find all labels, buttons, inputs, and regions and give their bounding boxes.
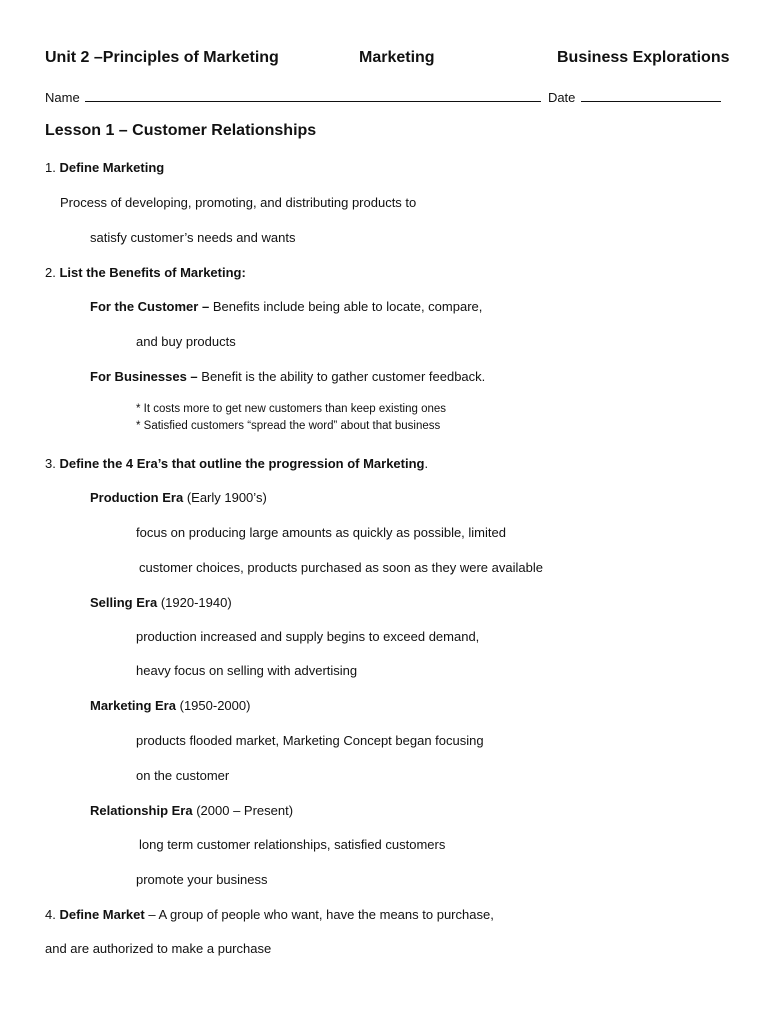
question-2-heading — [45, 265, 246, 280]
era-description-line2: heavy focus on selling with advertising — [136, 663, 358, 678]
era-heading — [90, 595, 232, 610]
business-label: For Businesses – — [90, 369, 198, 384]
name-row — [45, 88, 721, 105]
business-text: Benefit is the ability to gather customer feedback. — [201, 369, 486, 384]
era-dates: (1920-1940) — [160, 595, 232, 610]
era-description-line1: focus on producing large amounts as quickly as possible, limited — [136, 525, 506, 540]
question-3-number: 3. — [45, 456, 56, 471]
question-1-title: Define Marketing — [59, 160, 165, 175]
question-4-heading — [45, 907, 494, 922]
era-name: Selling Era — [90, 595, 158, 610]
question-4-number: 4. — [45, 907, 56, 922]
question-4-title: Define Market — [59, 907, 145, 922]
question-3-title-end: . — [424, 456, 429, 471]
era-description-line2: promote your business — [136, 872, 268, 887]
unit-title: Unit 2 –Principles of Marketing — [45, 49, 279, 66]
era-name: Marketing Era — [90, 698, 176, 713]
era-heading — [90, 490, 267, 505]
question-1-number: 1. — [45, 160, 56, 175]
era-heading — [90, 803, 293, 818]
question-2-number: 2. — [45, 265, 56, 280]
question-3-heading — [45, 456, 428, 471]
era-description-line2: customer choices, products purchased as soon as they were available — [139, 560, 543, 575]
date-field[interactable] — [581, 88, 721, 102]
customer-text-line2: and buy products — [136, 334, 236, 349]
question-4-text-line2: and are authorized to make a purchase — [45, 941, 272, 956]
program-title: Business Explorations — [557, 49, 730, 66]
era-description-line2: on the customer — [136, 768, 230, 783]
question-4-text: – A group of people who want, have the means to purchase, — [148, 907, 494, 922]
business-note-1: * It costs more to get new customers than keep existing ones — [136, 403, 447, 415]
business-note-2: * Satisfied customers “spread the word” about that business — [136, 420, 441, 432]
era-description-line1: production increased and supply begins to exceed demand, — [136, 629, 480, 644]
era-name: Production Era — [90, 490, 184, 505]
era-dates: (2000 – Present) — [196, 803, 294, 818]
course-title: Marketing — [359, 49, 435, 66]
name-label: Name — [45, 90, 80, 105]
name-field[interactable] — [85, 88, 541, 102]
customer-benefit — [90, 299, 482, 314]
era-description-line1: long term customer relationships, satisfied customers — [139, 837, 446, 852]
date-label: Date — [547, 90, 576, 105]
era-name: Relationship Era — [90, 803, 193, 818]
customer-label: For the Customer – — [90, 299, 210, 314]
question-2-title: List the Benefits of Marketing: — [59, 265, 246, 280]
question-3-title: Define the 4 Era’s that outline the progression of Marketing — [59, 456, 425, 471]
era-dates: (1950-2000) — [179, 698, 251, 713]
question-1-answer-line1: Process of developing, promoting, and distributing products to — [60, 195, 417, 210]
customer-text: Benefits include being able to locate, compare, — [212, 299, 483, 314]
era-description-line1: products flooded market, Marketing Concept began focusing — [136, 733, 484, 748]
lesson-title: Lesson 1 – Customer Relationships — [45, 122, 317, 139]
question-1-heading — [45, 160, 164, 175]
era-dates: (Early 1900’s) — [186, 490, 267, 505]
era-heading — [90, 698, 250, 713]
business-benefit — [90, 369, 485, 384]
question-1-answer-line2: satisfy customer’s needs and wants — [90, 230, 296, 245]
